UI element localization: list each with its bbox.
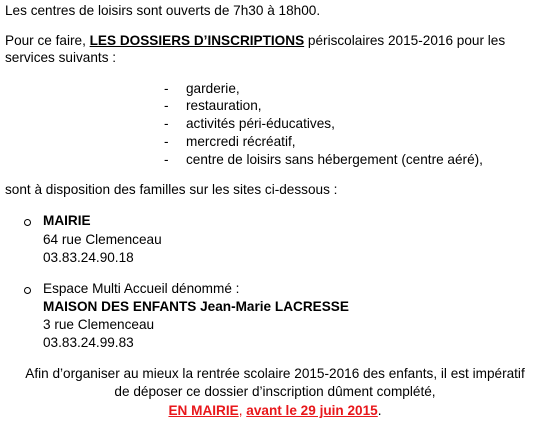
paragraph-prefix: Pour ce faire, [5, 33, 90, 48]
site-intro: Espace Multi Accueil dénommé : [43, 281, 240, 296]
circle-bullet-icon [24, 219, 31, 226]
list-dash: - [164, 81, 169, 96]
closing-line-3 [0, 402, 550, 419]
circle-bullet-icon [24, 287, 31, 294]
closing-line-1: Afin d’organiser au mieux la rentrée scolaire 2015-2016 des enfants, il est impératif [25, 366, 525, 381]
availability-text: sont à disposition des familles sur les sites ci-dessous : [5, 182, 338, 197]
paragraph-line-1 [5, 32, 505, 49]
paragraph-line-2 [5, 49, 116, 66]
list-dash: - [164, 98, 169, 113]
opening-hours-line [5, 2, 320, 19]
site-address: 3 rue Clemenceau [43, 317, 155, 332]
service-label: centre de loisirs sans hébergement (centre aéré), [186, 152, 483, 167]
deadline-emphasis: avant le 29 juin 2015 [246, 403, 378, 418]
list-dash: - [164, 134, 169, 149]
closing-comma: , [238, 403, 247, 418]
dossiers-inscriptions-emphasis: LES DOSSIERS D’INSCRIPTIONS [89, 33, 305, 48]
service-label: restauration, [186, 98, 262, 113]
en-mairie-emphasis: EN MAIRIE [168, 403, 239, 418]
availability-line [5, 181, 337, 198]
site-address: 64 rue Clemenceau [43, 232, 162, 247]
paragraph-suffix: périscolaires 2015-2016 pour les [304, 33, 506, 48]
closing-period: . [377, 403, 382, 418]
paragraph-services-text: services suivants : [5, 50, 117, 65]
service-label: mercredi récréatif, [186, 134, 296, 149]
site-phone: 03.83.24.90.18 [43, 250, 134, 265]
site-phone: 03.83.24.99.83 [43, 335, 134, 350]
opening-hours-text: Les centres de loisirs sont ouverts de 7h30 à 18h00. [5, 3, 321, 18]
closing-line-2: de déposer ce dossier d’inscription dûment complété, [114, 384, 436, 399]
site-name: MAIRIE [43, 213, 91, 228]
site-name: MAISON DES ENFANTS Jean-Marie LACRESSE [43, 299, 349, 314]
list-dash: - [164, 116, 169, 131]
list-dash: - [164, 152, 169, 167]
service-label: garderie, [186, 81, 240, 96]
service-label: activités péri-éducatives, [186, 116, 335, 131]
